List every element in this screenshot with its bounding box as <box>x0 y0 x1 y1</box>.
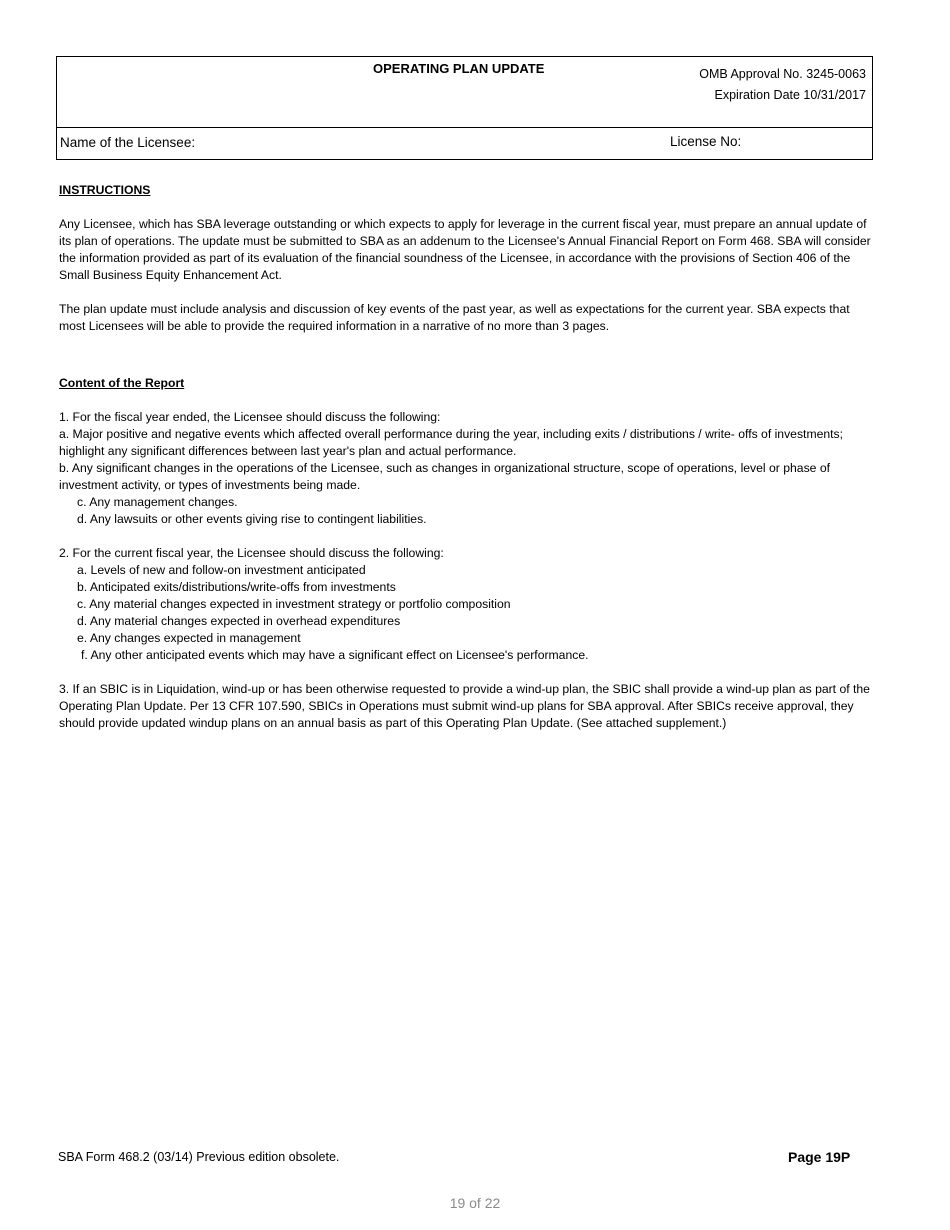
instructions-heading: INSTRUCTIONS <box>59 183 151 197</box>
section-1-item-b: b. Any significant changes in the operations of the Licensee, such as changes in organizational structure, scope of operations, level or phase of investment activity, or types of investments being made. <box>59 461 831 492</box>
page-label: Page 19P <box>788 1149 851 1165</box>
omb-info <box>699 64 866 106</box>
section-1-intro: 1. For the fiscal year ended, the Licensee should discuss the following: <box>59 410 441 424</box>
form-header-box <box>56 56 873 160</box>
document-body <box>59 182 877 732</box>
form-id-footer: SBA Form 468.2 (03/14) Previous edition obsolete. <box>58 1150 340 1164</box>
license-number-label: License No: <box>670 134 742 149</box>
instructions-paragraph: The plan update must include analysis and discussion of key events of the past year, as well as expectations for the current year. SBA expects that most Licensees will be able to provide the required information in a narrative of no more than 3 pages. <box>59 302 850 333</box>
expiration-date: Expiration Date 10/31/2017 <box>714 88 866 102</box>
section-1-item-a: a. Major positive and negative events which affected overall performance during the year, including exits / distributions / write- offs of investments; highlight any significant differences between last year's plan and actual performance. <box>59 427 844 458</box>
page-counter: 19 of 22 <box>449 1195 501 1211</box>
section-3-paragraph: 3. If an SBIC is in Liquidation, wind-up or has been otherwise requested to provide a wind-up plan, the SBIC shall provide a wind-up plan as part of the Operating Plan Update. Per 13 CFR 107.590, SBICs in Operations must submit wind-up plans for SBA approval. After SBICs receive approval, they should provide updated windup plans on an annual basis as part of this Operating Plan Update. (See attached supplement.) <box>59 682 870 730</box>
section-2-item-d: d. Any material changes expected in overhead expenditures <box>77 614 401 628</box>
header-divider <box>57 127 872 128</box>
section-2-item-a: a. Levels of new and follow-on investment anticipated <box>77 563 366 577</box>
section-2-item-c: c. Any material changes expected in investment strategy or portfolio composition <box>77 597 511 611</box>
section-2-intro: 2. For the current fiscal year, the Licensee should discuss the following: <box>59 546 444 560</box>
licensee-name-label: Name of the Licensee: <box>60 135 196 150</box>
section-2-item-b: b. Anticipated exits/distributions/write-offs from investments <box>77 580 396 594</box>
section-2-item-f: f. Any other anticipated events which may have a significant effect on Licensee's performance. <box>81 648 589 662</box>
omb-approval-number: OMB Approval No. 3245-0063 <box>699 67 866 81</box>
form-title: OPERATING PLAN UPDATE <box>373 61 545 76</box>
content-heading: Content of the Report <box>59 376 185 390</box>
section-1-item-c: c. Any management changes. <box>77 495 238 509</box>
instructions-paragraph: Any Licensee, which has SBA leverage outstanding or which expects to apply for leverage in the current fiscal year, must prepare an annual update of its plan of operations. The update must be submitted to SBA as an addenum to the Licensee's Annual Financial Report on Form 468. SBA will consider the information provided as part of its evaluation of the financial soundness of the Licensee, in accordance with the provisions of Section 406 of the Small Business Equity Enhancement Act. <box>59 217 871 282</box>
section-2-item-e: e. Any changes expected in management <box>77 631 301 645</box>
section-1-item-d: d. Any lawsuits or other events giving rise to contingent liabilities. <box>77 512 427 526</box>
